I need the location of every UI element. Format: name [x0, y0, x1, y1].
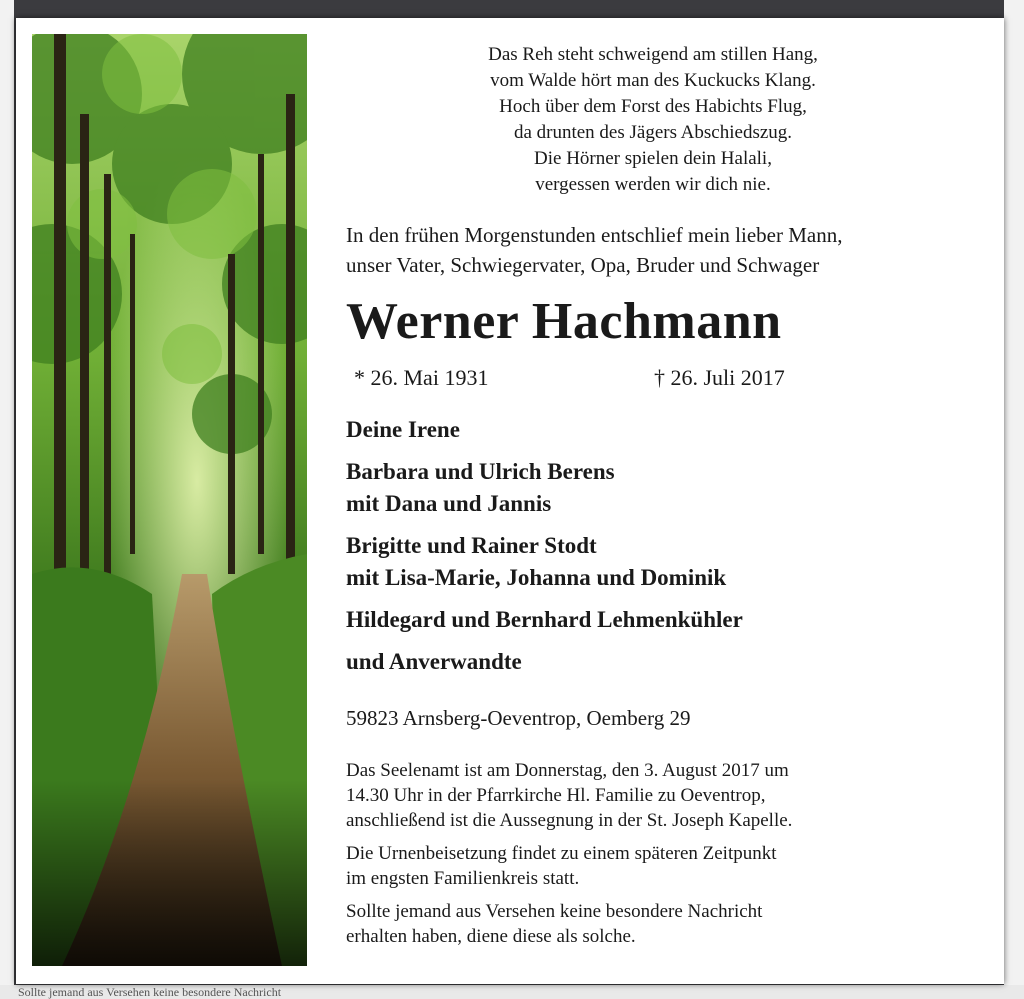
poem-line: vergessen werden wir dich nie.	[535, 174, 771, 195]
mourner-line: Brigitte und Rainer Stodt	[346, 533, 597, 558]
notice-line: erhalten haben, diene diese als solche.	[346, 926, 636, 947]
notice-paragraph	[346, 899, 946, 949]
forest-path-illustration	[32, 34, 307, 966]
intro-line: In den frühen Morgenstunden entschlief mein lieber Mann,	[346, 223, 843, 247]
birth-date: * 26. Mai 1931	[354, 365, 489, 390]
backdrop-footer-text: Sollte jemand aus Versehen keine besondere Nachricht	[0, 985, 1024, 999]
mourner-line: und Anverwandte	[346, 649, 522, 674]
family-address: 59823 Arnsberg-Oeventrop, Oemberg 29	[346, 706, 691, 730]
backdrop-page-left	[0, 0, 14, 999]
backdrop-page-right	[1004, 0, 1024, 999]
announcement-intro	[346, 220, 986, 280]
mourner-line: Hildegard und Bernhard Lehmenkühler	[346, 607, 743, 632]
death-date: † 26. Juli 2017	[654, 365, 785, 390]
mourner-group	[346, 530, 743, 594]
mourner-line: mit Dana und Jannis	[346, 491, 552, 516]
mourner-group	[346, 456, 743, 520]
mourners-list	[346, 414, 743, 688]
mourner-line: Deine Irene	[346, 417, 460, 442]
notice-line: Die Urnenbeisetzung findet zu einem späteren Zeitpunkt	[346, 843, 777, 864]
mourner-line: mit Lisa-Marie, Johanna und Dominik	[346, 565, 727, 590]
notice-paragraph	[346, 841, 946, 891]
notice-line: anschließend ist die Aussegnung in der St. Joseph Kapelle.	[346, 810, 793, 831]
deceased-name: Werner Hachmann	[346, 293, 782, 350]
poem-line: Die Hörner spielen dein Halali,	[534, 148, 772, 169]
mourner-group	[346, 646, 743, 678]
poem-line: da drunten des Jägers Abschiedszug.	[513, 122, 793, 143]
service-notices	[346, 758, 946, 957]
obituary-notice	[16, 18, 1004, 984]
poem-line: Das Reh steht schweigend am stillen Hang,	[488, 44, 818, 65]
poem-line: Hoch über dem Forst des Habichts Flug,	[499, 96, 807, 117]
notice-line: Das Seelenamt ist am Donnerstag, den 3. August 2017 um	[346, 760, 789, 781]
notice-line: im engsten Familienkreis statt.	[346, 868, 580, 889]
poem-line: vom Walde hört man des Kuckucks Klang.	[490, 70, 816, 91]
mourner-group	[346, 604, 743, 636]
notice-line: 14.30 Uhr in der Pfarrkirche Hl. Familie zu Oeventrop,	[346, 785, 766, 806]
mourner-group	[346, 414, 743, 446]
forest-path-photo	[32, 34, 307, 966]
notice-paragraph	[346, 758, 946, 833]
memorial-poem	[346, 42, 960, 198]
notice-line: Sollte jemand aus Versehen keine besondere Nachricht	[346, 901, 763, 922]
mourner-line: Barbara und Ulrich Berens	[346, 459, 615, 484]
intro-line: unser Vater, Schwiegervater, Opa, Bruder und Schwager	[346, 253, 820, 277]
